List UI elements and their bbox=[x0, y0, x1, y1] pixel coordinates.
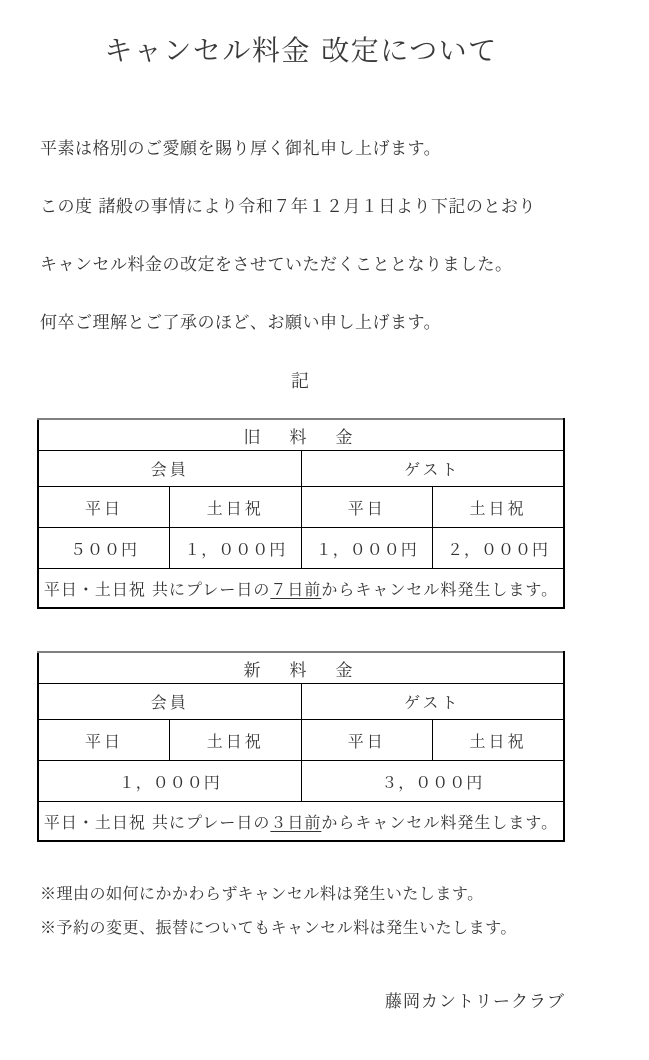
document-body bbox=[37, 34, 565, 1014]
member-weekday-price: ５００円 bbox=[38, 528, 170, 569]
intro-paragraphs bbox=[37, 138, 565, 335]
guest-header: ゲスト bbox=[301, 451, 564, 487]
old-table-title: 旧 料 金 bbox=[38, 419, 564, 451]
page-title: キャンセル料金 改定について bbox=[104, 34, 498, 67]
guest-header: ゲスト bbox=[301, 684, 564, 720]
table-row bbox=[38, 684, 564, 720]
member-weekday-header: 平日 bbox=[38, 487, 170, 528]
member-weekend-header: 土日祝 bbox=[170, 720, 302, 761]
member-weekend-price: １，０００円 bbox=[170, 528, 302, 569]
document-page bbox=[0, 34, 649, 1060]
table-row bbox=[38, 720, 564, 761]
paragraph-request: 何卒ご理解とご了承のほど、お願い申し上げます。 bbox=[40, 313, 442, 333]
new-fee-table bbox=[37, 651, 565, 842]
old-fee-table bbox=[37, 418, 565, 609]
paragraph-revision-body: キャンセル料金の改定をさせていただくこととなりました。 bbox=[40, 255, 513, 275]
member-header: 会員 bbox=[38, 684, 301, 720]
table-row bbox=[38, 419, 564, 451]
signature: 藤岡カントリークラブ bbox=[385, 992, 565, 1012]
note-suffix: からキャンセル料発生します。 bbox=[321, 579, 559, 599]
guest-weekday-header: 平日 bbox=[301, 487, 433, 528]
guest-weekend-header: 土日祝 bbox=[433, 720, 565, 761]
member-price: １，０００円 bbox=[38, 761, 301, 802]
table-row bbox=[38, 451, 564, 487]
table-row bbox=[38, 761, 564, 802]
note-deadline-underline: ７日前 bbox=[270, 579, 322, 599]
table-row bbox=[38, 487, 564, 528]
member-weekend-header: 土日祝 bbox=[170, 487, 302, 528]
record-marker: 記 bbox=[291, 371, 311, 392]
guest-price: ３，０００円 bbox=[301, 761, 564, 802]
note-prefix: 平日・土日祝 共にプレー日の bbox=[43, 812, 271, 832]
member-header: 会員 bbox=[38, 451, 301, 487]
footnotes bbox=[37, 882, 565, 940]
guest-weekend-price: ２，０００円 bbox=[433, 528, 565, 569]
note-suffix: からキャンセル料発生します。 bbox=[321, 812, 559, 832]
old-table-note bbox=[38, 569, 564, 609]
table-row bbox=[38, 569, 564, 609]
note-prefix: 平日・土日祝 共にプレー日の bbox=[43, 579, 271, 599]
note-deadline-underline: ３日前 bbox=[270, 812, 322, 832]
footnote-change: ※予約の変更、振替についてもキャンセル料は発生いたします。 bbox=[40, 918, 517, 937]
member-weekday-header: 平日 bbox=[38, 720, 170, 761]
new-table-title: 新 料 金 bbox=[38, 652, 564, 684]
guest-weekday-price: １，０００円 bbox=[301, 528, 433, 569]
footnote-reason: ※理由の如何にかかわらずキャンセル料は発生いたします。 bbox=[40, 884, 484, 903]
new-table-note bbox=[38, 802, 564, 842]
guest-weekend-header: 土日祝 bbox=[433, 487, 565, 528]
table-row bbox=[38, 802, 564, 842]
paragraph-revision-date: この度 諸般の事情により令和７年１２月１日より下記のとおり bbox=[40, 197, 536, 217]
guest-weekday-header: 平日 bbox=[301, 720, 433, 761]
table-row bbox=[38, 528, 564, 569]
paragraph-greeting: 平素は格別のご愛願を賜り厚く御礼申し上げます。 bbox=[40, 139, 442, 159]
table-row bbox=[38, 652, 564, 684]
